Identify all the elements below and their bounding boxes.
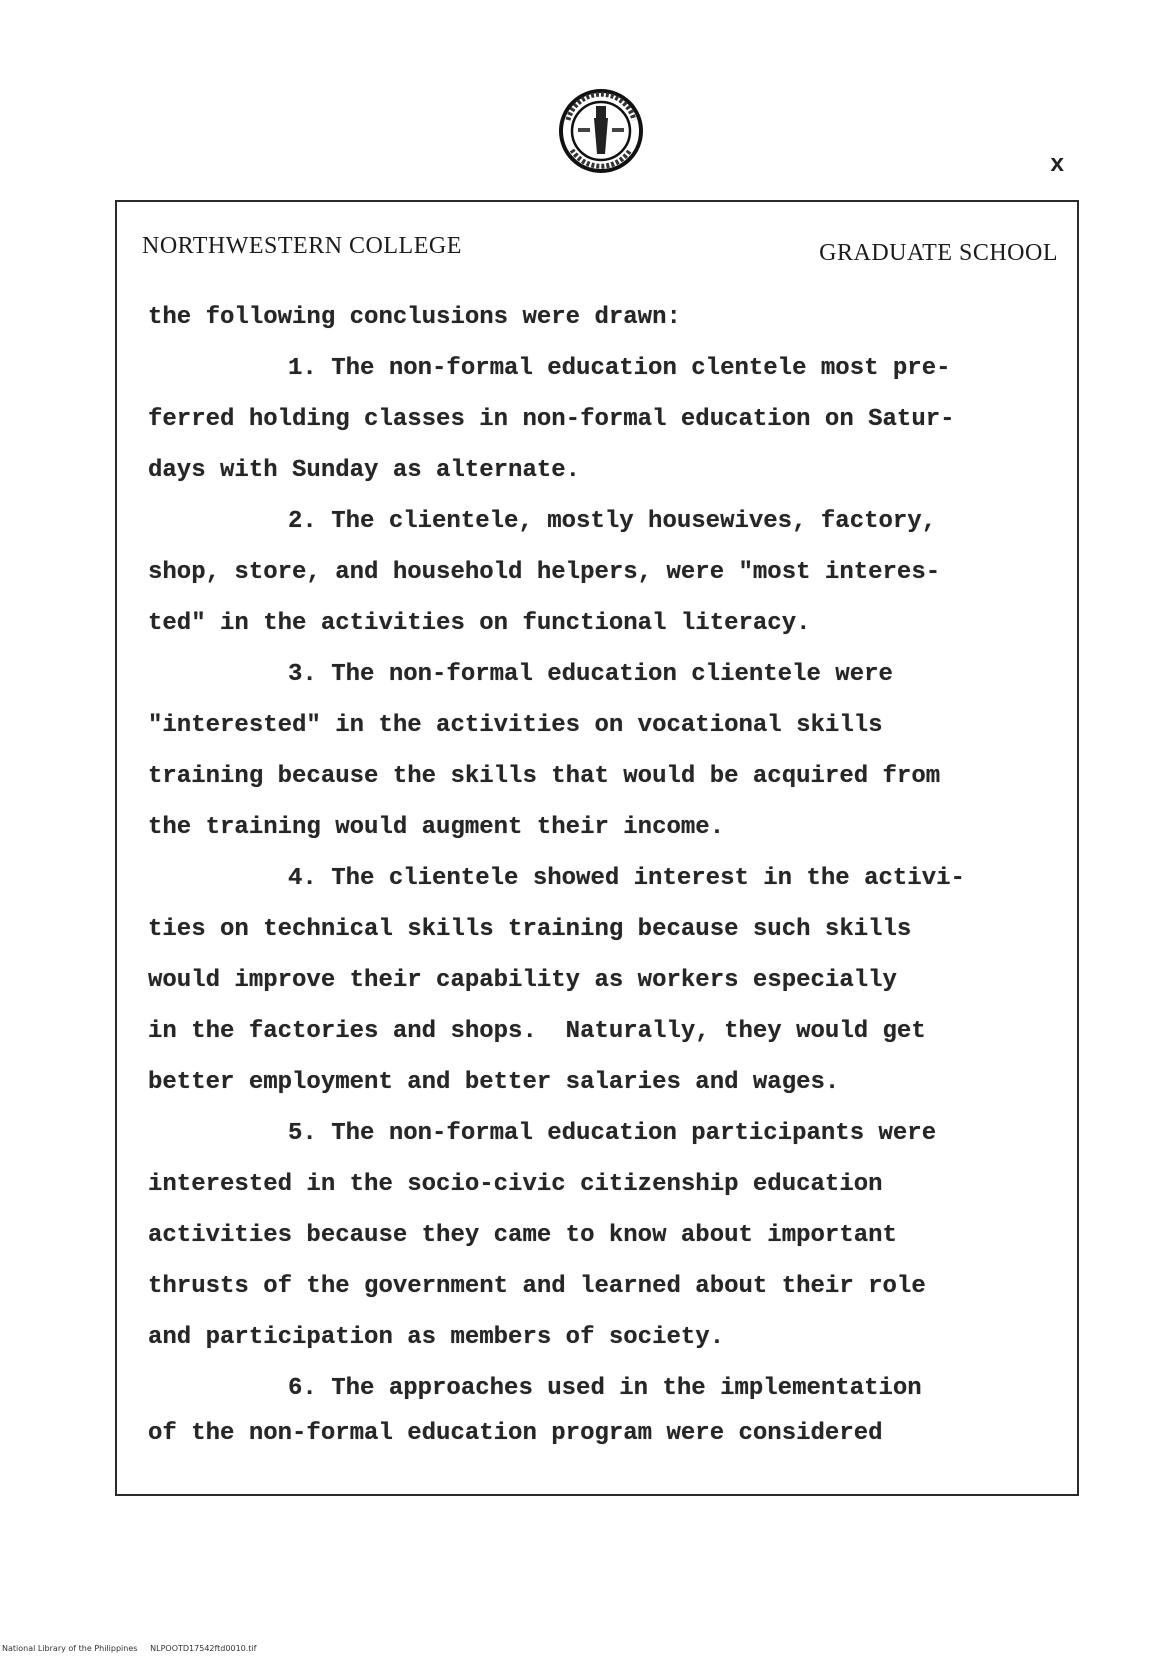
scan-footer: National Library of the Philippines NLPOOTD17542ftd0010.tif	[2, 1644, 257, 1653]
school-name: GRADUATE SCHOOL	[819, 240, 1058, 266]
text-line: interested in the socio-civic citizenship education	[148, 1171, 883, 1198]
text-line: the following conclusions were drawn:	[148, 304, 681, 331]
text-line: thrusts of the government and learned about their role	[148, 1273, 926, 1300]
text-line: training because the skills that would be acquired from	[148, 763, 941, 790]
text-line: ferred holding classes in non-formal education on Satur-	[148, 406, 955, 433]
corner-mark: x	[1050, 152, 1065, 179]
text-line: 1. The non-formal education clentele most pre-	[288, 355, 951, 382]
text-line: "interested" in the activities on vocational skills	[148, 712, 883, 739]
text-line: 5. The non-formal education participants were	[288, 1120, 937, 1147]
text-line: of the non-formal education program were considered	[148, 1420, 883, 1447]
text-line: 3. The non-formal education clientele were	[288, 661, 893, 688]
text-line: days with Sunday as alternate.	[148, 457, 581, 484]
text-line: 6. The approaches used in the implementation	[288, 1375, 922, 1402]
text-line: activities because they came to know about important	[148, 1222, 897, 1249]
text-line: and participation as members of society.	[148, 1324, 725, 1351]
text-line: the training would augment their income.	[148, 814, 725, 841]
text-line: ted" in the activities on functional literacy.	[148, 610, 811, 637]
text-line: ties on technical skills training because such skills	[148, 916, 912, 943]
page-border	[115, 200, 1079, 1496]
text-line: shop, store, and household helpers, were "most interes-	[148, 559, 941, 586]
text-line: 2. The clientele, mostly housewives, factory,	[288, 508, 937, 535]
text-line: in the factories and shops. Naturally, they would get	[148, 1018, 926, 1045]
text-line: better employment and better salaries and wages.	[148, 1069, 840, 1096]
college-seal	[558, 88, 644, 174]
college-name: NORTHWESTERN COLLEGE	[142, 233, 462, 259]
text-line: would improve their capability as workers especially	[148, 967, 897, 994]
text-line: 4. The clientele showed interest in the activi-	[288, 865, 965, 892]
